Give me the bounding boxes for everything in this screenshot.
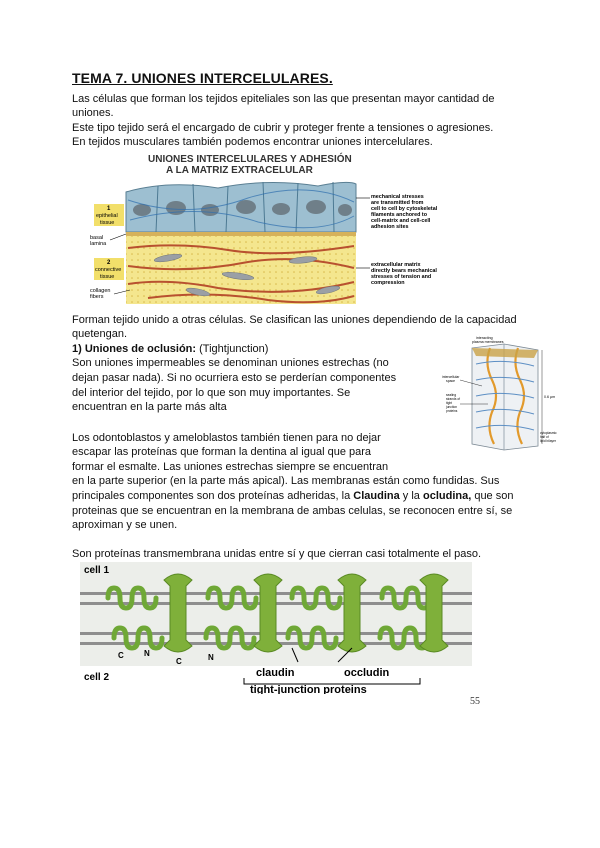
intro-line-4: En tejidos musculares también podemos encontrar uniones intercelulares. <box>72 136 433 148</box>
figure-ecm-adhesion <box>88 150 448 310</box>
note2-line-1: extracellular matrix <box>371 262 421 268</box>
figure1-title-2: A LA MATRIZ EXTRACELULAR <box>166 165 313 176</box>
fig2-left2-line-2: strands of <box>446 397 460 401</box>
label-basal: basal <box>90 235 104 241</box>
fig2-left2-line-4: junction <box>446 405 457 409</box>
intro-line-1: Las células que forman los tejidos epiteliales son las que presentan mayor cantidad de <box>72 93 495 105</box>
occlusion-line-1: Son uniones impermeables se denominan uniones estrechas (no <box>72 357 389 369</box>
label-connective: connective <box>95 267 122 273</box>
note1-line-1: mechanical stresses <box>371 194 424 200</box>
odonto-line-5a: principales componentes son dos proteínas adheridas, la <box>72 490 354 502</box>
section-subheading: (Tightjunction) <box>196 343 269 355</box>
fig2-left2-line-5: proteins <box>446 409 458 413</box>
fig2-left1-line-2: space <box>446 379 456 383</box>
odonto-line-6: proteinas que se encuentran en la membrana de ambas celulas, se reconocen entre sí, se <box>72 505 513 517</box>
fig2-left1-line-1: intercellular <box>442 375 460 379</box>
c-terminal-2: C <box>176 657 182 666</box>
occludin-label: occludin <box>344 667 390 679</box>
odonto-line-4: en la parte superior (en la parte más apical). Las membranas están como fundidas. Sus <box>72 475 500 487</box>
forman-line-2: quetengan. <box>72 328 128 340</box>
figure1-title-1: UNIONES INTERCELULARES Y ADHESIÓN <box>148 154 352 165</box>
intro-line-2: uniones. <box>72 107 114 119</box>
intro-line-3: Este tipo tejido será el encargado de cubrir y proteger frente a tensiones o agresiones. <box>72 122 494 134</box>
figure1-right-notes <box>356 194 438 286</box>
label-lamina: lamina <box>90 241 107 247</box>
label-epithelial: epithelial <box>96 213 118 219</box>
note1-line-4: filaments anchored to <box>371 212 428 218</box>
note1-line-5: cell-matrix and cell-cell <box>371 218 431 224</box>
tight-junction-caption: tight-junction proteins <box>250 684 367 694</box>
note1-line-6: adhesion sites <box>371 224 409 230</box>
occlusion-line-4: encuentran en la parte más alta <box>72 401 227 413</box>
note2-line-3: stresses of tension and <box>371 274 432 280</box>
forman-line-1: Forman tejido unido a otras células. Se clasifican las uniones dependiendo de la capacidad <box>72 314 517 326</box>
odonto-line-3: formar el esmalte. Las uniones estrechas siempre se encuentran <box>72 461 389 473</box>
fig2-scale: 0.6 μm <box>544 395 556 399</box>
n-terminal-2: N <box>208 653 214 662</box>
odonto-line-1: Los odontoblastos y ameloblastos también tienen para no dejar <box>72 432 381 444</box>
note1-line-2: are transmitted from <box>371 200 424 206</box>
claudin-label: claudin <box>256 667 295 679</box>
epithelium-layer <box>126 182 356 232</box>
figure-tight-junction-3d <box>442 334 560 456</box>
fig2-right2-line-2: half of <box>540 435 549 439</box>
section-heading-line <box>72 342 268 356</box>
section-heading: 1) Uniones de oclusión: <box>72 343 197 355</box>
label-collagen: collagen <box>90 288 111 294</box>
occlusion-line-2: dejan pasar nada). Si no ocurriera esto se perderían componentes <box>72 372 397 384</box>
fig2-right2-line-1: cytoplasmic <box>540 431 557 435</box>
odonto-line-2: escapar las proteínas que forman la dentina al igual que para <box>72 446 372 458</box>
fig2-top-2: plasma membranes <box>472 340 504 344</box>
fig2-top-1: interacting <box>476 336 493 340</box>
occlusion-line-3: del interior del tejido, por lo que son muy importantes. Se <box>72 387 351 399</box>
fig2-left2-line-3: tight <box>446 401 453 405</box>
connective-tissue-layer <box>126 236 356 304</box>
odonto-line-5c: y la <box>399 490 423 502</box>
claudina-term: Claudina <box>353 490 400 502</box>
figure-tight-junction-proteins <box>80 562 472 694</box>
cell1-label: cell 1 <box>84 565 110 576</box>
label-fibers: fibers <box>90 294 104 300</box>
odonto-line-7: aproximan y se unen. <box>72 519 178 531</box>
label-tissue-2: tissue <box>100 274 115 280</box>
page-number: 55 <box>470 696 480 707</box>
fig2-left2-line-1: sealing <box>446 393 457 397</box>
label-tissue-1: tissue <box>100 220 115 226</box>
cell2-label: cell 2 <box>84 672 110 683</box>
odonto-line-5e: que son <box>471 490 514 502</box>
c-terminal-1: C <box>118 651 124 660</box>
label-1-num: 1 <box>107 206 111 212</box>
note2-line-4: compression <box>371 280 405 286</box>
note2-line-2: directly bears mechanical <box>371 268 437 274</box>
label-2-num: 2 <box>107 260 111 266</box>
transmembrane-line: Son proteínas transmembrana unidas entre sí y que cierran casi totalmente el paso. <box>72 548 482 560</box>
basal-lamina <box>126 232 356 236</box>
odonto-line-5 <box>72 489 513 503</box>
n-terminal-1: N <box>144 649 150 658</box>
page-title: TEMA 7. UNIONES INTERCELULARES. <box>72 70 333 86</box>
note1-line-3: cell to cell by cytoskeletal <box>371 206 438 212</box>
figure1-left-labels <box>90 204 130 300</box>
fig2-right2-line-3: lipid bilayer <box>540 439 556 443</box>
ocludina-term: ocludina, <box>422 490 472 502</box>
